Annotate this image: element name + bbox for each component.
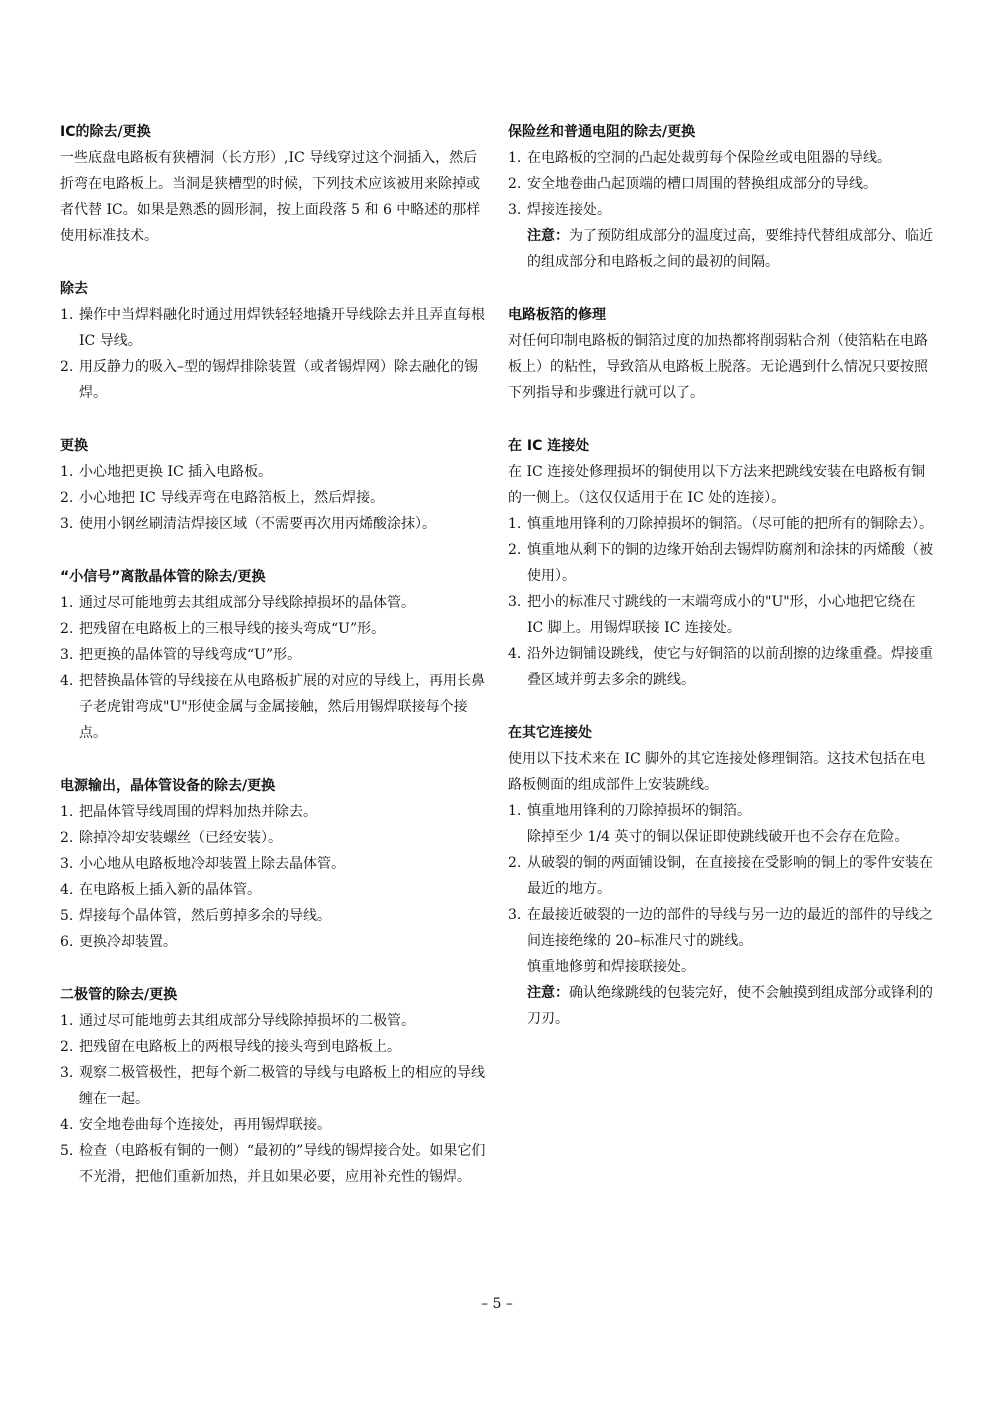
section-foil	[508, 302, 936, 406]
note	[508, 223, 936, 275]
list	[60, 799, 488, 955]
section-diode	[60, 982, 488, 1190]
sub-paragraph: 除掉至少 1/4 英寸的铜以保证即使跳线破开也不会存在危险。	[527, 829, 909, 845]
list-item: 5. 焊接每个晶体管，然后剪掉多余的导线。	[60, 908, 331, 924]
list-item: 1. 通过尽可能地剪去其组成部分导线除掉损坏的二极管。	[60, 1013, 415, 1029]
section-title: 二极管的除去/更换	[60, 987, 178, 1003]
note-text: 为了预防组成部分的温度过高，要维持代替组成部分、临近的组成部分和电路板之间的最初的间隔。	[527, 228, 933, 270]
list	[60, 1008, 488, 1190]
section-title: 除去	[60, 281, 88, 297]
left-column	[60, 119, 488, 1217]
section-title: 在 IC 连接处	[508, 438, 590, 454]
list-item: 1. 通过尽可能地剪去其组成部分导线除掉损坏的晶体管。	[60, 595, 415, 611]
list-item: 4. 沿外边铜铺设跳线，使它与好铜箔的以前刮擦的边缘重叠。焊接重叠区域并剪去多余的跳线。	[508, 646, 933, 688]
paragraph: 对任何印制电路板的铜箔过度的加热都将削弱粘合剂（使箔粘在电路板上）的粘性，导致箔从电路板上脱落。无论遇到什么情况只要按照下列指导和步骤进行就可以了。	[508, 333, 928, 401]
note-text: 确认绝缘跳线的包装完好，使不会触摸到组成部分或锋利的刀刃。	[527, 985, 933, 1027]
note-label: 注意：	[527, 985, 569, 1001]
list	[508, 798, 936, 824]
list-item: 2. 把残留在电路板上的三根导线的接头弯成“U”形。	[60, 621, 386, 637]
list	[60, 302, 488, 406]
note-label: 注意：	[527, 228, 569, 244]
note	[508, 980, 936, 1032]
list-item: 6. 更换冷却装置。	[60, 934, 177, 950]
list-item: 1. 操作中当焊料融化时通过用焊铁轻轻地撬开导线除去并且弄直每根 IC 导线。	[60, 307, 485, 349]
section-title: 电路板箔的修理	[508, 307, 606, 323]
section-transistor	[60, 564, 488, 746]
list	[508, 511, 936, 693]
list-item: 3. 把更换的晶体管的导线弯成“U”形。	[60, 647, 302, 663]
list-item: 2. 安全地卷曲凸起顶端的槽口周围的替换组成部分的导线。	[508, 176, 877, 192]
list-item: 2. 从破裂的铜的两面铺设铜，在直接接在受影响的铜上的零件安装在最近的地方。	[508, 855, 933, 897]
section-other-connection	[508, 720, 936, 1032]
list-item: 5. 检查（电路板有铜的一侧）“最初的”导线的锡焊接合处。如果它们不光滑，把他们重新加热，并且如果必要，应用补充性的锡焊。	[60, 1143, 486, 1185]
list-item: 1. 把晶体管导线周围的焊料加热并除去。	[60, 804, 317, 820]
section-replace	[60, 433, 488, 537]
list-item: 3. 使用小钢丝刷清洁焊接区域（不需要再次用丙烯酸涂抹）。	[60, 516, 436, 532]
list-item: 2. 小心地把 IC 导线弄弯在电路箔板上，然后焊接。	[60, 490, 385, 506]
list-item: 4. 安全地卷曲每个连接处，再用锡焊联接。	[60, 1117, 331, 1133]
paragraph: 一些底盘电路板有狭槽洞（长方形）,IC 导线穿过这个洞插入，然后折弯在电路板上。当洞是狭槽型的时候，下列技术应该被用来除掉或者代替 IC。如果是熟悉的圆形洞，按上面段落 5 和 6 中略述的那样使用标准技术。	[60, 150, 481, 244]
paragraph: 在 IC 连接处修理损坏的铜使用以下方法来把跳线安装在电路板有铜的一侧上。（这仅仅适用于在 IC 处的连接）。	[508, 464, 926, 506]
section-title: 保险丝和普通电阻的除去/更换	[508, 124, 696, 140]
right-column	[508, 119, 936, 1059]
section-ic-connection	[508, 433, 936, 693]
section-remove	[60, 276, 488, 406]
list-item: 2. 慎重地从剩下的铜的边缘开始刮去锡焊防腐剂和涂抹的丙烯酸（被使用）。	[508, 542, 933, 584]
sub-paragraph: 慎重地修剪和焊接联接处。	[527, 959, 695, 975]
list-item: 4. 把替换晶体管的导线接在从电路板扩展的对应的导线上，再用长鼻子老虎钳弯成"U"形使金属与金属接触，然后用锡焊联接每个接点。	[60, 673, 485, 741]
section-power	[60, 773, 488, 955]
list	[60, 590, 488, 746]
section-fuse	[508, 119, 936, 275]
section-title: 电源输出，晶体管设备的除去/更换	[60, 778, 276, 794]
list-item: 2. 除掉冷却安装螺丝（已经安装）。	[60, 830, 282, 846]
list-item: 3. 观察二极管极性，把每个新二极管的导线与电路板上的相应的导线缠在一起。	[60, 1065, 485, 1107]
paragraph: 使用以下技术来在 IC 脚外的其它连接处修理铜箔。这技术包括在电路板侧面的组成部件上安装跳线。	[508, 751, 926, 793]
page-number: – 5 –	[481, 1296, 513, 1312]
list-item: 3. 把小的标准尺寸跳线的一末端弯成小的"U"形，小心地把它绕在 IC 脚上。用锡焊联接 IC 连接处。	[508, 594, 916, 636]
list-item: 2. 用反静力的吸入–型的锡焊排除装置（或者锡焊网）除去融化的锡焊。	[60, 359, 478, 401]
list-item: 1. 慎重地用锋利的刀除掉损坏的铜箔。（尽可能的把所有的铜除去）。	[508, 516, 933, 532]
list-item: 2. 把残留在电路板上的两根导线的接头弯到电路板上。	[60, 1039, 401, 1055]
list-item: 3. 焊接连接处。	[508, 202, 611, 218]
section-ic	[60, 119, 488, 249]
list-item: 1. 在电路板的空洞的凸起处裁剪每个保险丝或电阻器的导线。	[508, 150, 891, 166]
list-item: 1. 慎重地用锋利的刀除掉损坏的铜箔。	[508, 803, 751, 819]
list-item: 3. 在最接近破裂的一边的部件的导线与另一边的最近的部件的导线之间连接绝缘的 20–标准尺寸的跳线。	[508, 907, 933, 949]
list-item: 3. 小心地从电路板地冷却装置上除去晶体管。	[60, 856, 345, 872]
list	[508, 145, 936, 223]
list	[508, 850, 936, 954]
list-item: 4. 在电路板上插入新的晶体管。	[60, 882, 261, 898]
section-title: 在其它连接处	[508, 725, 592, 741]
section-title: 更换	[60, 438, 88, 454]
list	[60, 459, 488, 537]
section-title: “小信号”离散晶体管的除去/更换	[60, 569, 266, 585]
section-title: IC的除去/更换	[60, 124, 151, 140]
list-item: 1. 小心地把更换 IC 插入电路板。	[60, 464, 273, 480]
